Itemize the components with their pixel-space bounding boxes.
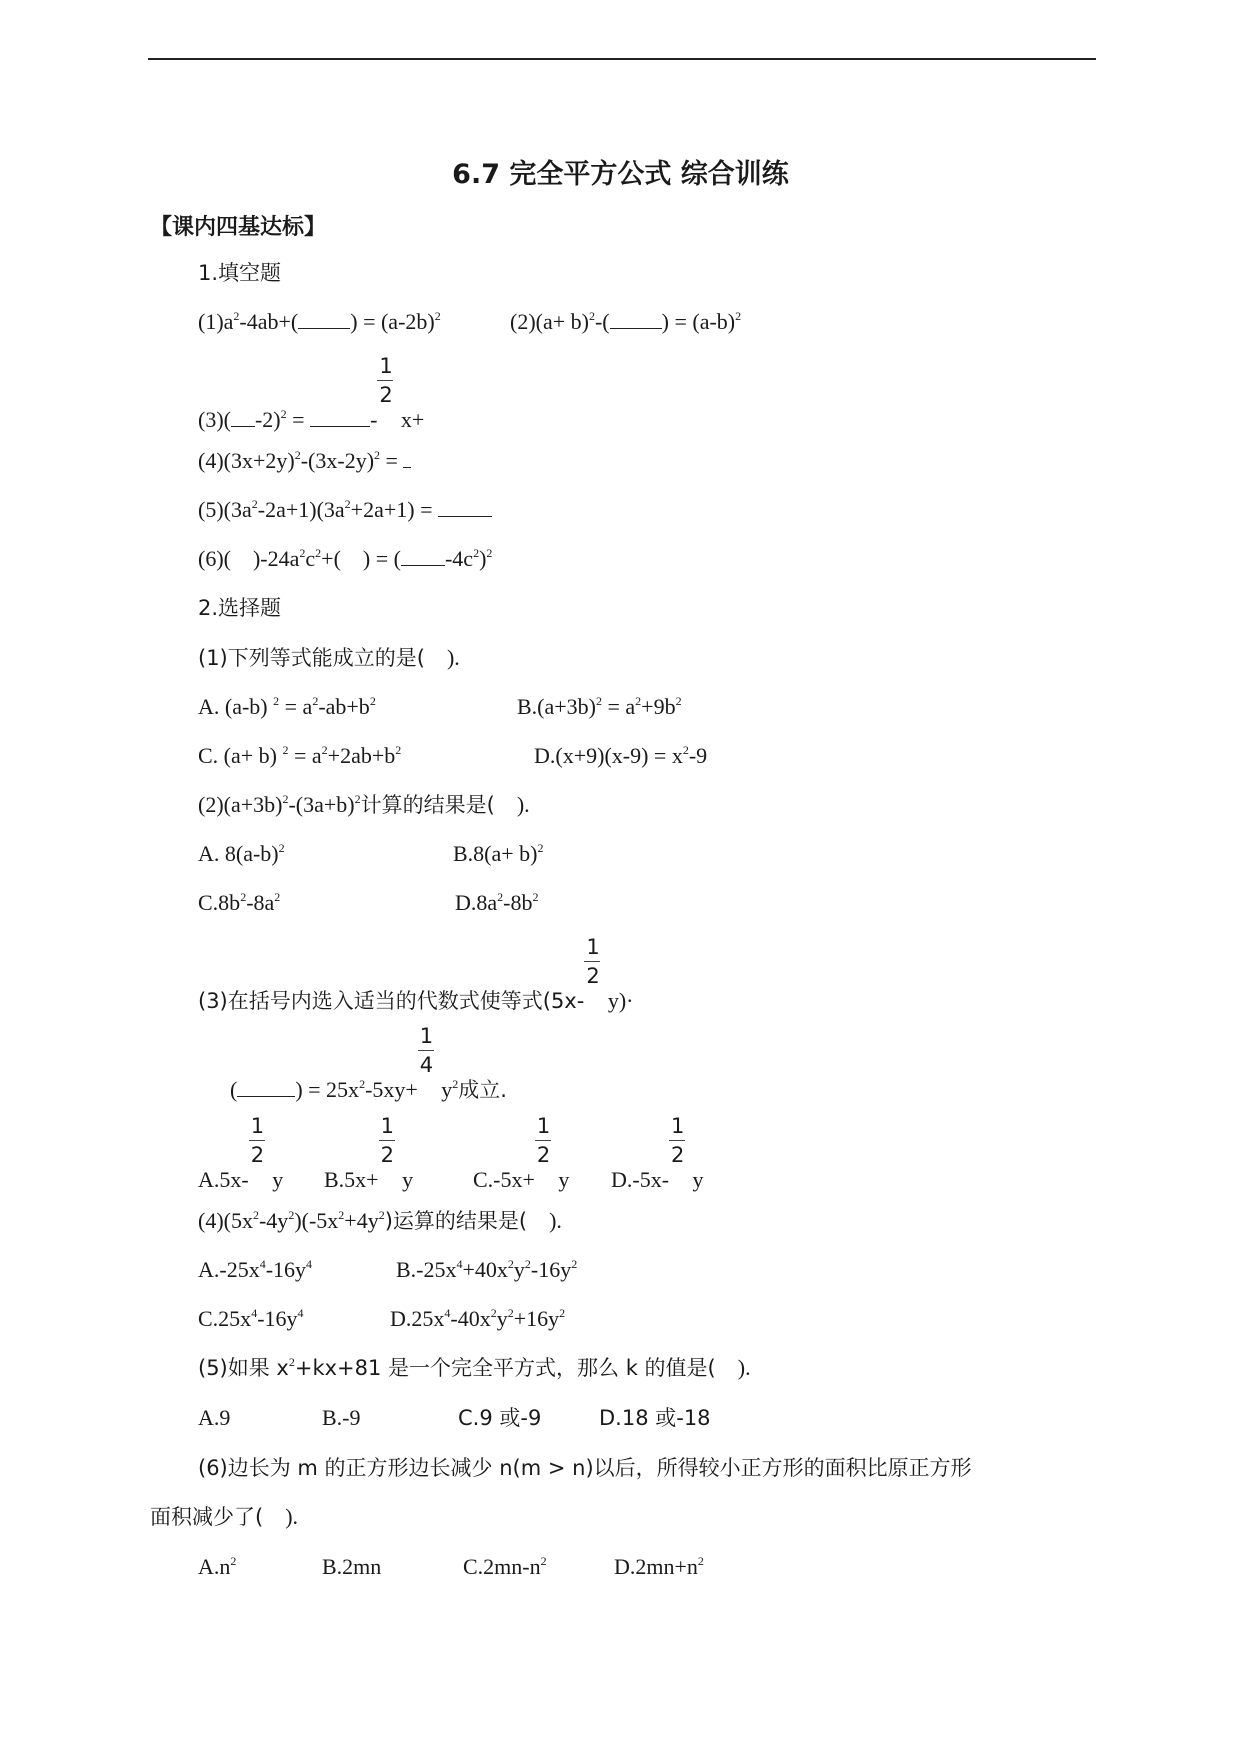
header-rule [148,58,1096,60]
q2-1-option-b[interactable]: $B.(a+3b)^2 = a^2+9b^2$ [517,694,682,719]
q2-4-option-b[interactable]: $B.-25x^4+40x^2y^2-16y^2$ [396,1257,578,1282]
q2-2-option-c[interactable]: $C.8b^2-8a^2$ [198,890,281,915]
q2-6-option-b[interactable]: B.2mn [322,1554,382,1579]
q2-1-option-c[interactable]: C. (a+ b) $^2 = a^2+2ab+b^2$ [198,743,402,768]
fraction-quarter: $\frac{1}{4}$ [419,1024,434,1077]
q2-4-option-d[interactable]: $D.25x^4-40x^2y^2+16y^2$ [390,1306,566,1331]
q2-5-option-d[interactable]: D.18 或-18 [599,1406,711,1430]
fraction-half: $\frac{1}{2}$ [380,1114,394,1167]
q2-4-option-c[interactable]: $C.25x^4-16y^4$ [198,1306,304,1331]
q2-3-stem: (3)在括号内选入适当的代数式使等式(5x- $\frac{1}{2}$ y)· [198,935,634,1013]
q2-5-option-c[interactable]: C.9 或-9 [458,1406,542,1430]
q2-5-option-a[interactable]: A.9 [198,1405,231,1430]
fraction-half: $\frac{1}{2}$ [250,1114,265,1167]
section-heading: 【课内四基达标】 [150,215,327,240]
q2-5-option-b[interactable]: B.-9 [322,1405,361,1430]
page-title: 6.7 完全平方公式 综合训练 [452,159,789,190]
blank-field[interactable] [310,408,370,427]
fraction-half: $\frac{1}{2}$ [379,354,393,407]
q2-2-option-d[interactable]: $D.8a^2-8b^2$ [455,890,539,915]
fraction-half: $\frac{1}{2}$ [536,1114,551,1167]
q1-item-5: $(5)(3a^2-2a+1)(3a^2+2a+1)$ = [198,495,492,525]
q2-3-option-c[interactable]: C.-5x+ $\frac{1}{2}$ y [473,1114,570,1192]
q2-1-stem: (1)下列等式能成立的是( ). [198,645,460,670]
q2-6-option-d[interactable]: $D.2mn+n^2$ [614,1554,704,1579]
blank-field[interactable] [438,498,492,517]
q1-item-3: (3)( -2)$^2$ = - $\frac{1}{2}$ x+ [198,354,425,432]
q2-4-option-a[interactable]: $A.-25x^4-16y^4$ [198,1257,313,1282]
q2-2-option-a[interactable]: A. $8(a-b)^2$ [198,841,285,866]
blank-field[interactable] [237,1078,295,1097]
q2-6-stem-line2: 面积减少了( ). [150,1504,299,1529]
q1-item-4: $(4)(3x+2y)^2-(3x-2y)^2$ = [198,446,411,476]
q2-2-option-b[interactable]: $B.8(a+ b)^2$ [453,841,544,866]
q2-1-option-a[interactable]: A. (a-b) $^2 = a^2-ab+b^2$ [198,694,376,719]
q1-item-1: $(1)a^2-4ab+$( ) = $(a-2b)^2$ [198,309,441,334]
q1-item-2: $(2)(a+ b)^2-$( ) = $(a-b)^2$ [510,309,742,334]
q2-3-option-b[interactable]: B.5x+ $\frac{1}{2}$ y [324,1114,414,1192]
q2-6-option-c[interactable]: $C.2mn-n^2$ [463,1554,547,1579]
blank-field[interactable] [401,547,445,566]
q2-5-stem: (5)如果 $x^2+kx+81$ 是一个完全平方式，那么 k 的值是( ). [198,1355,751,1380]
blank-field[interactable] [298,310,350,329]
q2-heading: 2.选择题 [198,596,282,620]
q2-2-stem: $(2)(a+3b)^2-(3a+b)^2$计算的结果是( ). [198,792,530,817]
q2-1-option-d[interactable]: $D.(x+9)(x-9) = x^2-9$ [534,743,708,768]
q2-6-stem: (6)边长为 m 的正方形边长减少 n(m > n)以后，所得较小正方形的面积比原正方形 [198,1456,972,1480]
q2-3-stem-line2: ( ) = $25x^2-5xy+$ $\frac{1}{4}$ $y^2$成立. [230,1024,507,1102]
q2-6-option-a[interactable]: $A.n^2$ [198,1554,237,1579]
q2-3-option-a[interactable]: A.5x- $\frac{1}{2}$ y [198,1114,284,1192]
blank-field[interactable] [231,408,255,427]
q2-4-stem: $(4)(5x^2-4y^2)(-5x^2+4y^2)$运算的结果是( ). [198,1208,562,1233]
q1-heading: 1.填空题 [198,261,282,285]
q2-3-option-d[interactable]: D.-5x- $\frac{1}{2}$ y [611,1114,704,1192]
fraction-half: $\frac{1}{2}$ [586,935,600,988]
blank-field[interactable] [610,310,662,329]
blank-field[interactable] [403,449,411,468]
q1-item-6: (6)( )$-24a^2c^2+$( ) = ( $-4c^2)^2$ [198,546,493,571]
fraction-half: $\frac{1}{2}$ [671,1114,685,1167]
